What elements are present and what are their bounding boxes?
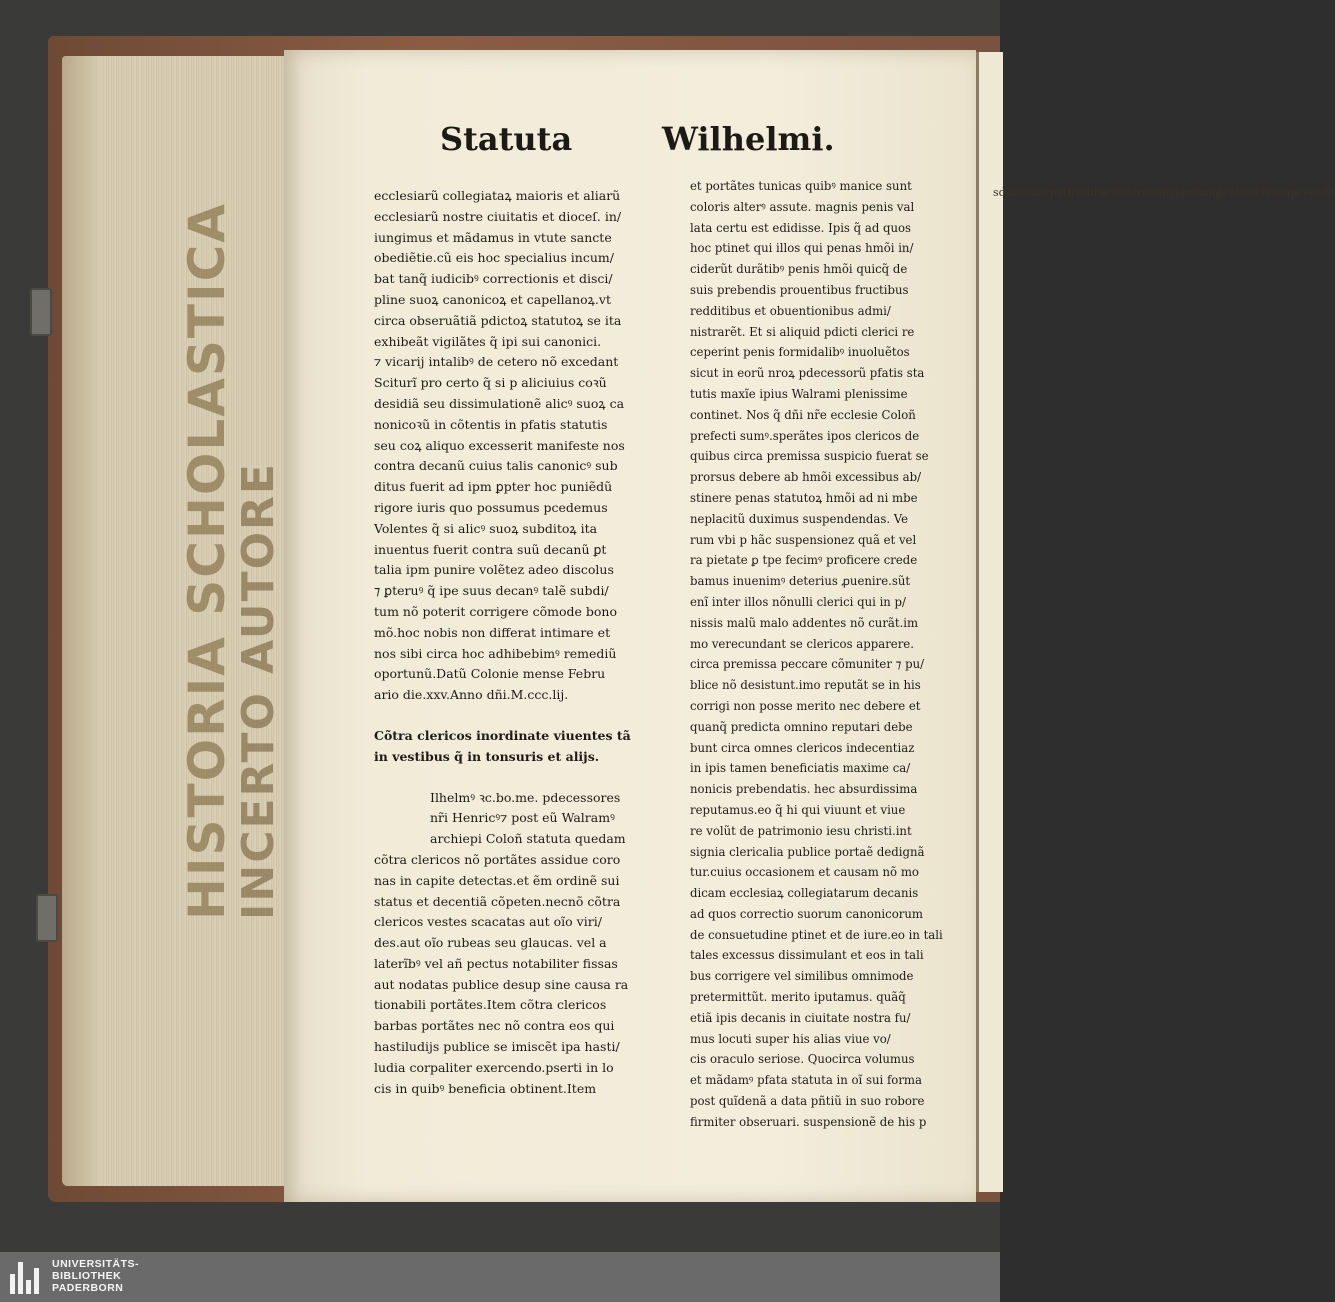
text-line: tur.cuius occasionem et causam nõ mo (690, 865, 919, 880)
text-line: ad quos correctio suorum canonicorum (690, 906, 923, 921)
text-line: des.aut oĩo rubeas seu glaucas. vel a (374, 935, 607, 951)
text-line: ciderũt durãtibꝰ penis hmõi quicq̃ de (690, 262, 908, 277)
text-line: iungimus et mãdamus in vtute sancte (374, 229, 612, 245)
text-line: desidiã seu dissimulationẽ alicꝰ suoꝝ ca (374, 395, 625, 411)
text-line: exhibeãt vigilãtes q̃ ipi sui canonici. (374, 333, 602, 349)
text-line: tutis maxĩe ipius Walrami plenissime (690, 386, 908, 401)
left-text-column (374, 186, 674, 1099)
text-line: nas in capite detectas.et ẽm ordinẽ sui (374, 872, 620, 888)
facing-page-fragment: be (1148, 186, 1162, 199)
text-line: ceperint penis formidalibꝰ inuoluẽtos (690, 345, 910, 360)
facing-page-fragment: d (998, 186, 1006, 199)
text-line: cis in quibꝰ beneficia obtinent.Item (374, 1080, 597, 1096)
left-paragraph-2 (374, 850, 674, 1100)
text-line: circa obseruãtiã pdictoꝝ statutoꝝ se ita (374, 312, 622, 328)
text-line: etiã ipis decanis in ciuitate nostra fu/ (690, 1010, 911, 1025)
library-logo-text (52, 1258, 139, 1294)
text-line: nonicoꝛũ in cõtentis in pfatis statutis (374, 416, 608, 432)
text-line: prefecti sumꝰ.sperãtes ipos clericos de (690, 428, 920, 443)
facing-page-fragment: lir (1086, 186, 1100, 199)
text-line: et portãtes tunicas quibꝰ manice sunt (690, 179, 912, 193)
text-line: barbas portãtes nec nõ contra eos qui (374, 1018, 615, 1034)
text-line: re volũt de patrimonio iesu christi.int (690, 823, 912, 838)
page-edge-shade (62, 56, 102, 1186)
text-line: hoc ptinet qui illos qui penas hmõi in/ (690, 241, 914, 256)
text-line: seu coꝝ aliquo excesserit manifeste nos (374, 437, 625, 453)
text-line: coloris alterꝰ assute. magnis penis val (690, 199, 915, 214)
facing-page-fragment: s (1056, 186, 1063, 199)
text-line: et mãdamꝰ pfata statuta in oĩ sui forma (690, 1073, 922, 1088)
text-line: de consuetudine ptinet et de iure.eo in tali (690, 927, 943, 942)
text-line: ra pietate ꝑ tpe fecimꝰ proficere crede (690, 553, 918, 568)
facing-page-fragment: fu (1111, 186, 1124, 199)
facing-page-fragment: ca (1222, 186, 1236, 199)
text-line: stinere penas statutoꝝ hmõi ad ni mbe (690, 490, 918, 505)
text-line: reputamus.eo q̃ hi qui viuunt et viue (690, 802, 906, 817)
facing-page-fragment: cu (1310, 186, 1324, 199)
facing-page-fragment: f (1062, 186, 1067, 199)
text-line: mo verecundant se clericos apparere. (690, 636, 914, 651)
text-line: in ipis tamen beneficiatis maxime ca/ (690, 761, 911, 776)
text-line: prorsus debere ab hmõi excessibus ab/ (690, 470, 922, 485)
facing-page-fragment: sup (1277, 186, 1298, 199)
facing-page-fragment: fre (1261, 186, 1278, 199)
facing-page-fragment: r (1071, 186, 1077, 199)
text-line: continet. Nos q̃ dñi nr̃e ecclesie Coloñ (690, 407, 916, 422)
text-line: contra decanũ cuius talis canonicꝰ sub (374, 458, 618, 474)
clasp-bottom (36, 894, 58, 942)
text-line: sicut in eorũ nroꝝ pdecessorũ pfatis sta (690, 366, 925, 381)
text-line: tum nõ poterit corrigere cõmode bono (374, 603, 617, 619)
facing-page-fragment: d (1029, 186, 1037, 199)
facing-page-fragment: gl (1212, 186, 1223, 199)
facing-page-fragment: di (1005, 186, 1017, 199)
facing-page-fragment: d (1022, 186, 1030, 199)
facing-page-fragment: in (1076, 186, 1087, 199)
text-line: mus locuti super his alias viue vo/ (690, 1031, 891, 1046)
text-line: archiepi Coloñ statuta quedam (430, 831, 626, 847)
text-line: dicam ecclesiaꝝ collegiatarum decanis (690, 886, 919, 901)
text-line: inuentus fuerit contra suũ decanũ ꝑt (374, 541, 607, 557)
facing-page-edge (976, 52, 1335, 1192)
facing-page-fragment: ce (1297, 186, 1311, 199)
text-line: laterĩbꝰ vel añ pectus notabiliter fissas (374, 955, 618, 971)
text-line: nistrarẽt. Et si aliquid pdicti clerici re (690, 324, 915, 339)
text-line: quibus circa premissa suspicio fuerat se (690, 449, 929, 464)
text-line: neplacitũ duximus suspendendas. Ve (690, 511, 909, 526)
facing-page-fragment: de (1123, 186, 1137, 199)
running-head-left: Statuta (440, 120, 573, 158)
text-line: enĩ inter illos nõnulli clerici qui in p/ (690, 594, 906, 609)
stamp-line-2: INCERTO AUTORE (233, 462, 284, 920)
logo-line: PADERBORN (52, 1282, 124, 1294)
text-line: suis prebendis prouentibus fructibus (690, 282, 909, 297)
text-line: bamus inuenimꝰ deterius ꝓuenire.sũt (690, 574, 911, 589)
clasp-top (30, 288, 52, 336)
text-line: ⁊ ꝑteruꝰ q̃ ipe suus decanꝰ talẽ subdi/ (374, 583, 609, 599)
facing-page-fragment: im (1198, 186, 1213, 199)
text-line: blice nõ desistunt.imo reputãt se in his (690, 678, 921, 693)
text-line: redditibus et obuentionibus admi/ (690, 303, 891, 318)
text-line: nos sibi circa hoc adhibebimꝰ remediũ (374, 645, 617, 661)
facing-page-text (993, 182, 1335, 203)
text-line: post quĩdenã a data pñtiũ in suo robore (690, 1094, 925, 1109)
text-line: pline suoꝝ canonicoꝝ et capellanoꝝ.vt (374, 291, 611, 307)
facing-page-fragment: ec (1249, 186, 1262, 199)
facing-page-fragment: J (1066, 186, 1071, 199)
text-line: obediẽtie.cũ eis hoc specialius incum/ (374, 250, 614, 266)
text-line: ecclesiarũ nostre ciuitatis et dioceſ. in/ (374, 208, 622, 224)
text-line: firmiter obseruari. suspensionẽ de his p (690, 1114, 927, 1129)
text-line: talia ipm punire volẽtez adeo discolus (374, 562, 614, 578)
facing-page-fragment: c (1043, 186, 1050, 199)
text-line: clericos vestes scacatas aut oĩo viri/ (374, 914, 602, 930)
text-line: Volentes q̃ si alicꝰ suoꝝ subditoꝝ ita (374, 520, 598, 536)
logo-line: UNIVERSITÄTS- (52, 1258, 140, 1270)
text-line: nonicis prebendatis. hec absurdissima (690, 782, 918, 797)
text-line: ludia corpaliter exercendo.pserti in lo (374, 1059, 614, 1075)
text-line: ditus fuerit ad ipm ꝑpter hoc puniẽdũ (374, 479, 613, 495)
facing-page-fragment: la (1174, 186, 1185, 199)
facing-page-fragment: he (1235, 186, 1250, 199)
text-line: bus corrigere vel similibus omnimode (690, 969, 914, 984)
text-line: lata certu est edidisse. Ipis q̃ ad quos (690, 220, 912, 235)
text-line: mõ.hoc nobis non differat intimare et (374, 624, 611, 640)
facing-page-fragment: n (1036, 186, 1044, 199)
text-line: Sciturĩ pro certo q̃ si p aliciuius coꝛũ (374, 375, 607, 391)
text-line: corrigi non posse merito nec debere et (690, 698, 921, 713)
text-line: ecclesiarũ collegiataꝝ maioris et aliarũ (374, 188, 621, 203)
text-line: ⁊ vicarij intalibꝰ de cetero nõ excedant (374, 354, 619, 370)
facing-page-fragment: re (1136, 186, 1149, 199)
text-line: nissis malũ malo addentes nõ curãt.im (690, 615, 919, 630)
text-line: cis oraculo seriose. Quocirca volumus (690, 1052, 915, 1067)
text-line: Ilhelmꝰ ꝛc.bo.me. pdecessores (430, 789, 621, 805)
text-line: rum vbi p hãc suspensionez quã et vel (690, 532, 917, 547)
text-line: oportunũ.Datũ Colonie mense Febru (374, 666, 606, 682)
facing-page-fragment: fir (1161, 186, 1175, 199)
text-line: circa premissa peccare cõmuniter ⁊ pu/ (690, 657, 925, 672)
facing-page-fragment: ac (1099, 186, 1112, 199)
text-line: pretermittũt. merito iputamus. quãq̃ (690, 990, 906, 1005)
library-logo-icon (10, 1262, 44, 1294)
left-paragraph-1 (374, 186, 674, 706)
right-text-column (690, 176, 958, 1133)
facing-page-fragment: ne (1184, 186, 1199, 199)
logo-line: BIBLIOTHEK (52, 1270, 122, 1282)
stamp-line-1 (180, 600, 234, 920)
facing-page-fragment: M (1323, 186, 1335, 199)
heading-line: Cõtra clericos inordinate viuentes tã (374, 727, 631, 743)
text-line: hastiludijs publice se imiscẽt ipa hasti/ (374, 1039, 620, 1055)
text-line: quanq̃ predicta omnino reputari debe (690, 719, 913, 734)
text-line: ario die.xxv.Anno dñi.M.ccc.lij. (374, 687, 569, 703)
section-heading (374, 726, 674, 768)
text-line: aut nodatas publice desup sine causa ra (374, 976, 629, 992)
text-line: rigore iuris quo possumus pcedemus (374, 499, 608, 515)
text-line: bunt circa omnes clericos indecentiaz (690, 740, 915, 755)
left-paragraph-2-opening (374, 788, 674, 850)
text-line: bat tanq̃ iudicibꝰ correctionis et disci/ (374, 271, 613, 287)
text-line: nr̃i Henricꝰ⁊ post eũ Walramꝰ (430, 810, 615, 826)
facing-page-fragment: p (1049, 186, 1057, 199)
running-head-right: Wilhelmi. (662, 120, 835, 158)
text-line: tales excessus dissimulant et eos in tali (690, 948, 924, 963)
footer-bar (0, 1252, 1000, 1302)
text-line: cõtra clericos nõ portãtes assidue coro (374, 851, 621, 867)
heading-line: in vestibus q̃ in tonsuris et alijs. (374, 748, 600, 764)
text-line: signia clericalia publice portaẽ dedignã (690, 844, 925, 859)
facing-page-fragment: c (1016, 186, 1023, 199)
facing-page-fragment: s (993, 186, 999, 199)
text-line: tionabili portãtes.Item cõtra clericos (374, 997, 607, 1013)
text-line: status et decentiã cõpeten.necnõ cõtra (374, 893, 621, 909)
